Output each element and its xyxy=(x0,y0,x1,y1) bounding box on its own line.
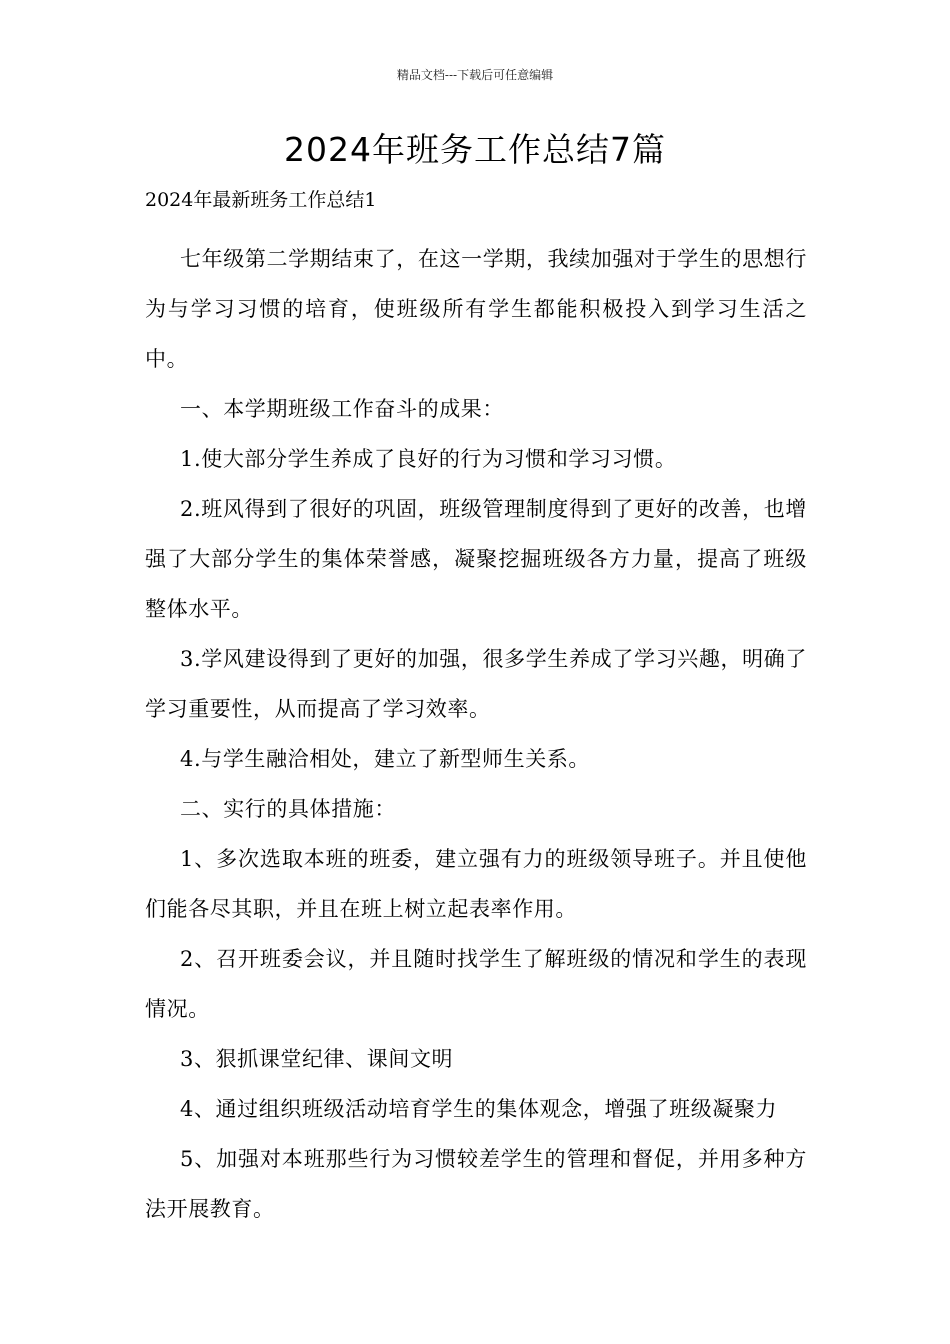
achievement-item: 3.学风建设得到了更好的加强，很多学生养成了学习兴趣，明确了学习重要性，从而提高了学习效率。 xyxy=(145,647,807,721)
document-title: 2024年班务工作总结7篇 xyxy=(284,130,666,169)
section-heading-measures: 二、实行的具体措施： xyxy=(180,797,396,821)
achievement-item: 2.班风得到了很好的巩固，班级管理制度得到了更好的改善，也增强了大部分学生的集体荣誉感，凝聚挖掘班级各方力量，提高了班级整体水平。 xyxy=(145,497,807,621)
document-body xyxy=(145,234,807,1234)
achievement-item: 1.使大部分学生养成了良好的行为习惯和学习习惯。 xyxy=(180,447,677,471)
measure-item: 4、通过组织班级活动培育学生的集体观念，增强了班级凝聚力 xyxy=(180,1097,778,1121)
section-subtitle: 2024年最新班务工作总结1 xyxy=(145,189,377,211)
measure-item: 5、加强对本班那些行为习惯较差学生的管理和督促，并用多种方法开展教育。 xyxy=(145,1147,807,1221)
achievement-item: 4.与学生融洽相处，建立了新型师生关系。 xyxy=(180,747,591,771)
section-heading-achievements: 一、本学期班级工作奋斗的成果： xyxy=(180,397,504,421)
measure-item: 3、狠抓课堂纪律、课间文明 xyxy=(180,1047,454,1071)
page-header: 精品文档---下载后可任意编辑 xyxy=(396,68,554,82)
intro-paragraph: 七年级第二学期结束了，在这一学期，我续加强对于学生的思想行为与学习习惯的培育，使班级所有学生都能积极投入到学习生活之中。 xyxy=(145,247,807,371)
measure-item: 1、多次选取本班的班委，建立强有力的班级领导班子。并且使他们能各尽其职，并且在班上树立起表率作用。 xyxy=(145,847,807,921)
measure-item: 2、召开班委会议，并且随时找学生了解班级的情况和学生的表现情况。 xyxy=(145,947,807,1021)
